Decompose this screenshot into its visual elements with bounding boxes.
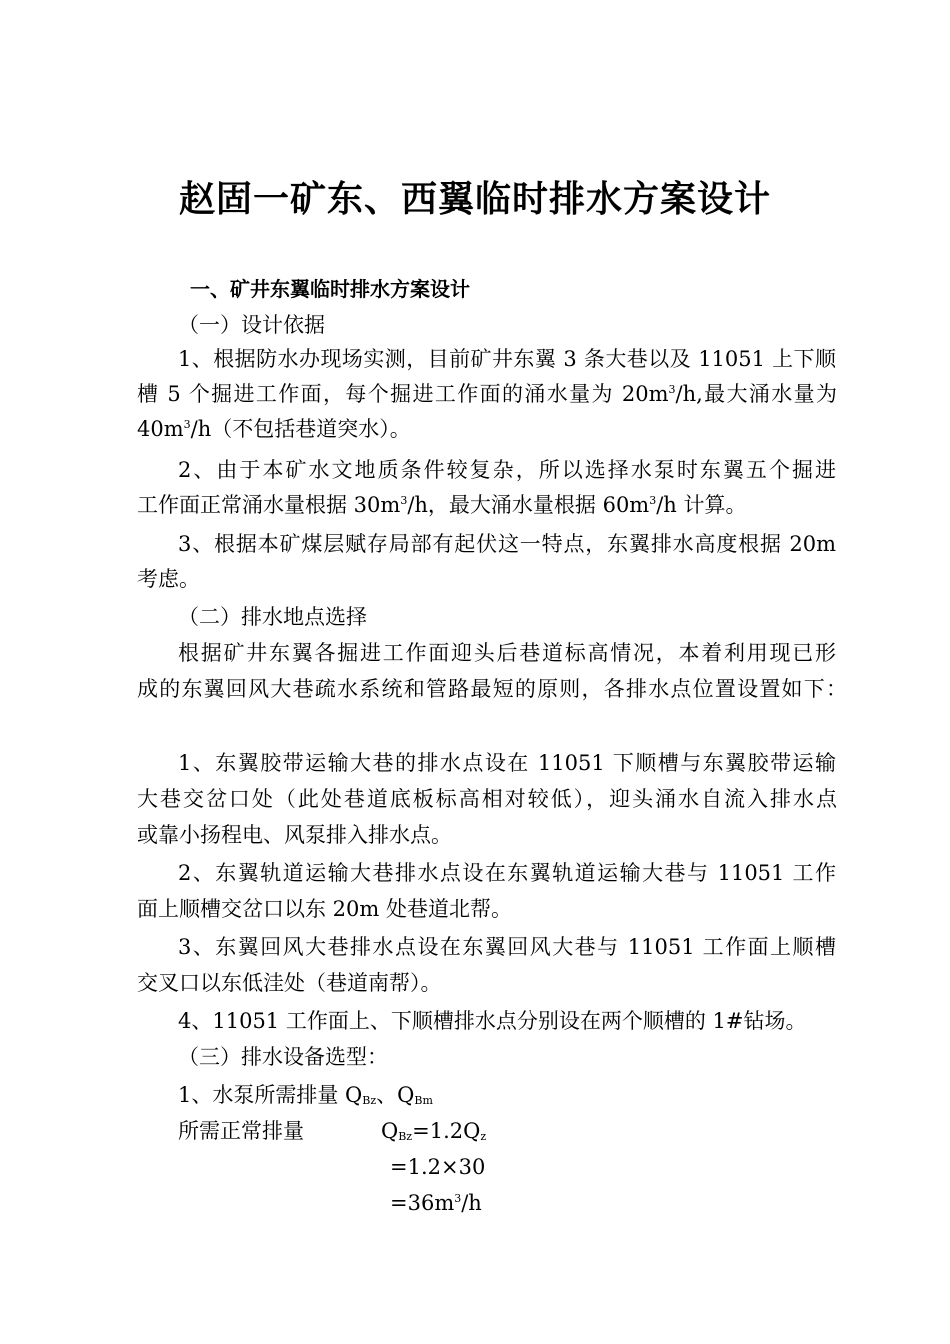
subsection-heading: （一）设计依据 xyxy=(178,313,325,337)
paragraph-line: 4、11051 工作面上、下顺槽排水点分别设在两个顺槽的 1#钻场。 xyxy=(178,1009,807,1033)
paragraph-line: 根据矿井东翼各掘进工作面迎头后巷道标高情况，本着利用现已形 xyxy=(178,641,836,665)
formula-line: =1.2×30 xyxy=(390,1155,486,1179)
paragraph-line: $40m^3/h$（不包括巷道突水）。 xyxy=(137,417,411,441)
paragraph-line: 3、东翼回风大巷排水点设在东翼回风大巷与 11051 工作面上顺槽 xyxy=(178,935,836,959)
paragraph-line: 或靠小扬程电、风泵排入排水点。 xyxy=(137,823,452,847)
paragraph-line: 1、根据防水办现场实测，目前矿井东翼 3 条大巷以及 11051 上下顺 xyxy=(178,347,836,371)
subsection-heading: （二）排水地点选择 xyxy=(178,605,367,629)
formula-line: $Q_{Bz}=1.2Q_z$ xyxy=(381,1119,487,1143)
formula-line: $=36m^3/h$ xyxy=(390,1191,482,1215)
document-title: 赵固一矿东、西翼临时排水方案设计 xyxy=(178,179,771,220)
paragraph-line: 2、由于本矿水文地质条件较复杂，所以选择水泵时东翼五个掘进 xyxy=(178,458,836,482)
paragraph-line: 2、东翼轨道运输大巷排水点设在东翼轨道运输大巷与 11051 工作 xyxy=(178,861,836,885)
paragraph-line: 槽 5 个掘进工作面，每个掘进工作面的涌水量为 $20m^3/h$,最大涌水量为 xyxy=(137,382,837,406)
paragraph-line: 成的东翼回风大巷疏水系统和管路最短的原则，各排水点位置设置如下： xyxy=(137,677,847,701)
subsection-heading: （三）排水设备选型： xyxy=(178,1045,388,1069)
paragraph-line: 工作面正常涌水量根据 $30m^3/h$，最大涌水量根据 $60m^3/h$ 计算。 xyxy=(137,493,747,517)
paragraph-line: 面上顺槽交岔口以东 20m 处巷道北帮。 xyxy=(137,897,512,921)
paragraph-line: 1、水泵所需排量 $Q_{Bz}$、$Q_{Bm}$ xyxy=(178,1083,433,1107)
paragraph-line: 交叉口以东低洼处（巷道南帮）。 xyxy=(137,971,442,995)
paragraph-line: 1、东翼胶带运输大巷的排水点设在 11051 下顺槽与东翼胶带运输 xyxy=(178,751,836,775)
paragraph-line: 3、根据本矿煤层赋存局部有起伏这一特点，东翼排水高度根据 20m xyxy=(178,532,836,556)
formula-label: 所需正常排量 xyxy=(178,1119,304,1143)
section-heading: 一、矿井东翼临时排水方案设计 xyxy=(190,277,470,301)
paragraph-line: 大巷交岔口处（此处巷道底板标高相对较低），迎头涌水自流入排水点 xyxy=(137,787,837,811)
paragraph-line: 考虑。 xyxy=(137,567,200,591)
